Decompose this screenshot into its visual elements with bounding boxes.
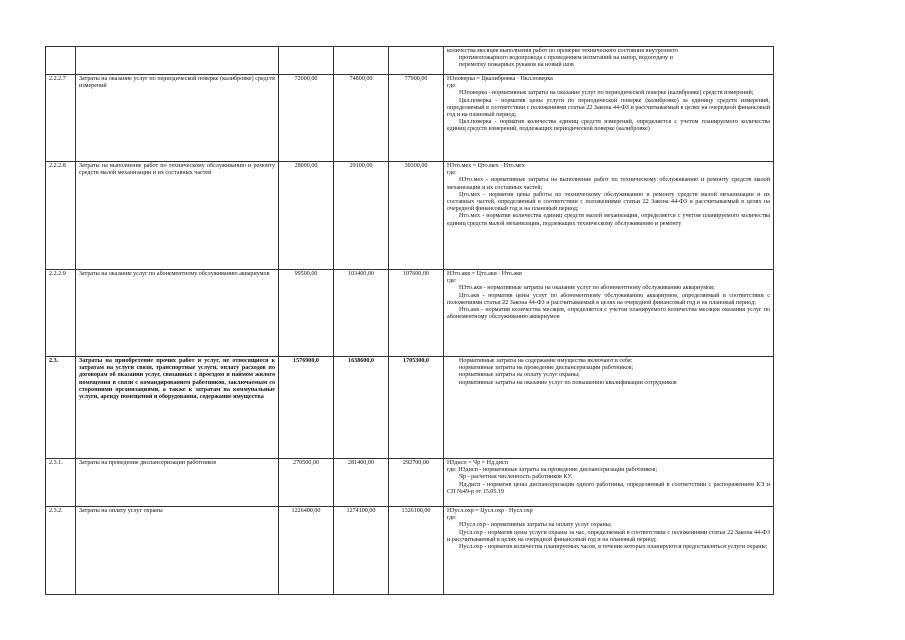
description-cell — [444, 507, 774, 595]
item-name: Затраты на оплату услуг охраны — [76, 507, 279, 595]
description-line: Нусл.охр - норматив количества планируемых часов, в течение которых планируются предоставляться услуги охраны; — [459, 544, 768, 551]
description-line: Нто.мех - норматив количества единиц средств малой механизации, определяется с учетом планируемого количества единиц средств малой механизации, подлежащих техническому обслуживанию и ремонту — [447, 213, 770, 227]
table-row — [46, 507, 774, 595]
value-year-2: 103400,00 — [334, 270, 389, 357]
description-cell — [444, 75, 774, 162]
table-row — [46, 162, 774, 270]
table-row — [46, 459, 774, 507]
description-cell — [444, 357, 774, 459]
description-line: Цусл.охр - норматив цены услуги охраны за час, определяемый в соответствии с положениями статьи 22 Закона 44-ФЗ и рассчитываемый в целях на очередной финансовый год и на плановый период; — [447, 529, 770, 543]
item-number: 2.3.2. — [46, 507, 76, 595]
item-number: 2.3.1. — [46, 459, 76, 507]
value-year-2: 74800,00 — [334, 75, 389, 162]
cost-norms-table — [45, 46, 774, 595]
value-year-3: 77900,00 — [389, 75, 444, 162]
description-line: где: — [447, 83, 457, 90]
description-line: где: НЗдисп - нормативные затраты на проведение диспансеризации работников; — [447, 467, 658, 474]
description-line: нормативные затраты на проведение диспансеризации работников; — [459, 365, 634, 372]
value-year-1: 99500,00 — [279, 270, 334, 357]
value-year-1: 28000,00 — [279, 162, 334, 270]
item-name: Затраты на проведение диспансеризации работников — [76, 459, 279, 507]
description-cell — [444, 270, 774, 357]
description-line: НЗто.мех - нормативные затраты на выполнение работ по техническому обслуживанию и ремонту средств малой механизации и их составных частей; — [447, 177, 770, 191]
item-name: Затраты на приобретение прочих работ и услуг, не относящиеся к затратам на услуги связи, транспортные услуги, оплату расходов по договорам об оказании услуг, связанных с проездом и наймом жилого помещения в связи с командированием работников, заключаемым со сторонними организациями, а также к затратам на коммунальные услуги, аренду помещений и оборудования, содержание имущества — [76, 357, 279, 459]
formula: НЗусл.охр = Цусл.охр · Нусл.охр — [447, 508, 533, 514]
description-cell — [444, 162, 774, 270]
formula: НЗто.мех = Цто.мех · Нто.мех — [447, 163, 525, 169]
item-name — [76, 47, 279, 75]
description-line: противопожарного водопровода с проведением испытаний на напор, водоотдачу и — [459, 55, 673, 62]
formula: НЗповерка = Цкалибровка · Нкл.поверка — [447, 76, 553, 82]
description-line: НЗповерка - нормативные затраты на оказание услуг по периодической поверке (калибровке) средств измерений; — [459, 90, 754, 97]
description-line: где: — [447, 515, 457, 522]
value-year-3: 30300,00 — [389, 162, 444, 270]
value-year-1: 72000,00 — [279, 75, 334, 162]
description-line: перемотку пожарных рукавов на новый шов — [459, 62, 574, 69]
description-cell — [444, 47, 774, 75]
value-year-3: 107600,00 — [389, 270, 444, 357]
value-year-1 — [279, 47, 334, 75]
description-line: Цто.акв - норматив цены услуг по абонементному обслуживанию аквариумов, определяемый в соответствии с положениями статьи 22 Закона 44-ФЗ и рассчитываемый в целях на очередной финансовый год и на плановый период; — [447, 292, 770, 306]
description-line: Нд.дисп - норматив цены диспансеризации одного работника, определяемый в соответствии с распоряжением КЭ и СП №49-р от 15.05.19 — [447, 481, 770, 495]
table-row — [46, 357, 774, 459]
value-year-1: 270500,00 — [279, 459, 334, 507]
description-cell — [444, 459, 774, 507]
value-year-3 — [389, 47, 444, 75]
value-year-2: 1638600,0 — [334, 357, 389, 459]
value-year-3: 292700,00 — [389, 459, 444, 507]
value-year-3: 1326100,00 — [389, 507, 444, 595]
value-year-3: 1705300,0 — [389, 357, 444, 459]
formula: НЗдисп = Чр × Нд.дисп — [447, 460, 508, 466]
item-number: 2.3. — [46, 357, 76, 459]
value-year-2: 1274100,00 — [334, 507, 389, 595]
description-line: нормативные затраты на оказание услуг по повышению квалификации сотрудников — [459, 379, 677, 386]
item-number: 2.2.2.8 — [46, 162, 76, 270]
table-body — [46, 47, 774, 595]
description-line: где: — [447, 170, 457, 177]
table-row — [46, 47, 774, 75]
value-year-1: 1576900,0 — [279, 357, 334, 459]
item-number: 2.2.2.9 — [46, 270, 76, 357]
description-line: Чр - расчетная численность работников КУ. — [459, 474, 573, 481]
description-line: где: — [447, 278, 457, 285]
description-line: Цто.мех - норматив цены работы по техническому обслуживанию и ремонту средств малой механизации и их составных частей, определяемый в соответствии с положениями статьи 22 Закона 44-ФЗ и рассчитываемый в целях на очередной финансовый год и на плановый период; — [447, 191, 770, 213]
item-number: 2.2.2.7 — [46, 75, 76, 162]
description-line: Нто.акв - норматив количества месяцев, определяется с учетом планируемого количества месяцев оказания услуг по абонементному обслуживанию аквариумов — [447, 307, 770, 321]
description-line: Нормативные затраты на содержание имущества включают в себя: — [459, 358, 633, 364]
description-line: количества месяцев выполнения работ по проверке технического состояния внутреннего — [447, 48, 678, 54]
description-line: НЗусл.охр - нормативные затраты на оплату услуг охраны; — [459, 522, 612, 529]
item-name: Затраты на выполнение работ по техническому обслуживанию и ремонту средств малой механизации и их составных частей — [76, 162, 279, 270]
table-row — [46, 75, 774, 162]
value-year-2: 29100,00 — [334, 162, 389, 270]
table-row — [46, 270, 774, 357]
description-line: нормативные затраты на оплату услуг охраны; — [459, 372, 580, 379]
description-line: Цкл.поверка - норматив цены услуги по периодической поверке (калибровке) за единицу средств измерений, определяемый в соответствии с положениями статьи 22 Закона 44-ФЗ и рассчитываемый в целях на очередной финансовый год и на плановый период; — [447, 97, 770, 119]
item-name: Затраты на оказание услуг по периодической поверке (калибровке) средств измерений — [76, 75, 279, 162]
value-year-1: 1226400,00 — [279, 507, 334, 595]
item-number — [46, 47, 76, 75]
description-line: НЗто.акв - нормативные затраты на оказание услуг по абонементному обслуживанию аквариумов; — [459, 285, 715, 292]
value-year-2 — [334, 47, 389, 75]
formula: НЗто.акв = Цто.акв · Нто.акв — [447, 271, 522, 277]
description-line: Цкл.поверка - норматив количества единиц средств измерений, определяется с учетом планируемого количества единиц средств измерений, подлежащих периодической поверке (калибровке) — [447, 119, 770, 133]
item-name: Затраты на оказание услуг по абонементному обслуживанию аквариумов — [76, 270, 279, 357]
value-year-2: 281400,00 — [334, 459, 389, 507]
